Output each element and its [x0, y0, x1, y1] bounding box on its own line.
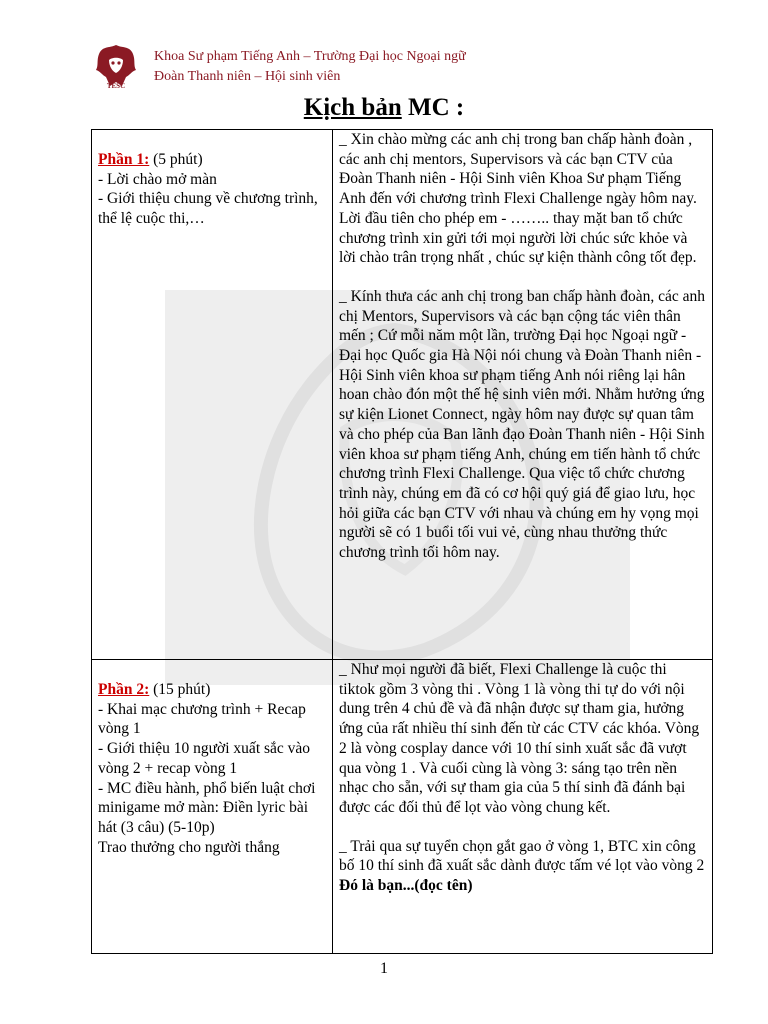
outline-item: - Khai mạc chương trình + Recap vòng 1 — [98, 700, 306, 738]
section-2-label: Phần 2: — [98, 681, 150, 698]
script-paragraph: _ Trải qua sự tuyển chọn gắt gao ở vòng 1, BTC xin công bố 10 thí sinh đã xuất sắc dành được tấm vé lọt vào vòng 2 — [339, 837, 705, 875]
outline-item: Trao thưởng cho người thắng — [98, 838, 280, 856]
section-2-heading — [98, 680, 326, 700]
section-2-duration: (15 phút) — [149, 681, 211, 698]
section-2-outline — [92, 660, 333, 954]
script-closing-line: Đó là bạn...(đọc tên) — [339, 877, 473, 895]
outline-item: - Giới thiệu 10 người xuất sắc vào vòng 2 + recap vòng 1 — [98, 740, 311, 777]
outline-item: - Lời chào mở màn — [98, 170, 217, 188]
union-name: Đoàn Thanh niên – Hội sinh viên — [154, 69, 341, 84]
section-1-duration: (5 phút) — [149, 151, 203, 168]
section-1-outline — [92, 130, 333, 660]
outline-item: - Giới thiệu chung về chương trình, thể lệ cuộc thi,… — [98, 190, 318, 228]
script-paragraph: _ Kính thưa các anh chị trong ban chấp hành đoàn, các anh chị Mentors, Supervisors và các bạn cộng tác viên thân mến ; Cứ mỗi năm một lần, trường Đại học Ngoại ngữ - Đại học Quốc gia Hà Nội nói chung và Đoàn Thanh niên - Hội Sinh viên khoa sư phạm tiếng Anh nói riêng lại hân hoan chào đón một thế hệ sinh viên mới. Nhằm hưởng ứng sự kiện Lionet Connect, ngày hôm nay được sự quan tâm và cho phép của Ban lãnh đạo Đoàn Thanh niên - Hội Sinh viên khoa sư phạm tiếng Anh, chúng em tiến hành tổ chức chương trình Flexi Challenge. Qua việc tổ chức chương trình này, chúng em đã có cơ hội quý giá để giao lưu, học hỏi giữa các bạn CTV với nhau và chúng em hy vọng mọi người sẽ có 1 buổi tối vui vẻ, cùng nhau thưởng thức chương trình tối hôm nay. — [339, 287, 706, 562]
table-row — [92, 660, 713, 954]
table-row — [92, 130, 713, 660]
section-1-heading — [98, 150, 326, 170]
title-main: Kịch bản — [303, 94, 402, 121]
section-1-script — [333, 130, 713, 660]
section-1-label: Phần 1: — [98, 151, 150, 168]
lion-logo-icon — [92, 42, 140, 90]
outline-item: - MC điều hành, phổ biến luật chơi minigame mở màn: Điền lyric bài hát (3 câu) (5-10p) — [98, 779, 316, 836]
script-paragraph: _ Xin chào mừng các anh chị trong ban chấp hành đoàn , các anh chị mentors, Supervisors và các bạn CTV của Đoàn Thanh niên - Hội Sinh viên Khoa Sư phạm Tiếng Anh đến với chương trình Flexi Challenge ngày hôm nay. Lời đầu tiên cho phép em - …….. thay mặt ban tổ chức chương trình xin gửi tới mọi người lời chúc sức khỏe và lời chào trân trọng nhất , chúc sự kiện thành công tốt đẹp. — [339, 131, 697, 267]
faculty-name: Khoa Sư phạm Tiếng Anh – Trường Đại học Ngoại ngữ — [154, 49, 466, 64]
page-number: 1 — [380, 960, 388, 977]
script-paragraph: _ Như mọi người đã biết, Flexi Challenge là cuộc thi tiktok gồm 3 vòng thi . Vòng 1 là vòng thi tự do với nội dung trên 4 chủ đề và đã nhận được sự tham gia, hưởng ứng của rất nhiều thí sinh đến từ các CTV các khóa. Vòng 2 là vòng cosplay dance với 10 thí sinh xuất sắc đã vượt qua vòng 1 . Và cuối cùng là vòng 3: sáng tạo trên nền nhạc cho sẵn, với sự tham gia của 5 thí sinh đã đánh bại được các đối thủ để lọt vào vòng chung kết. — [339, 661, 700, 816]
section-2-script — [333, 660, 713, 954]
mc-script-table — [91, 129, 713, 954]
page-title — [0, 94, 768, 122]
svg-text:TESC: TESC — [106, 82, 126, 90]
title-suffix: MC : — [401, 94, 465, 121]
